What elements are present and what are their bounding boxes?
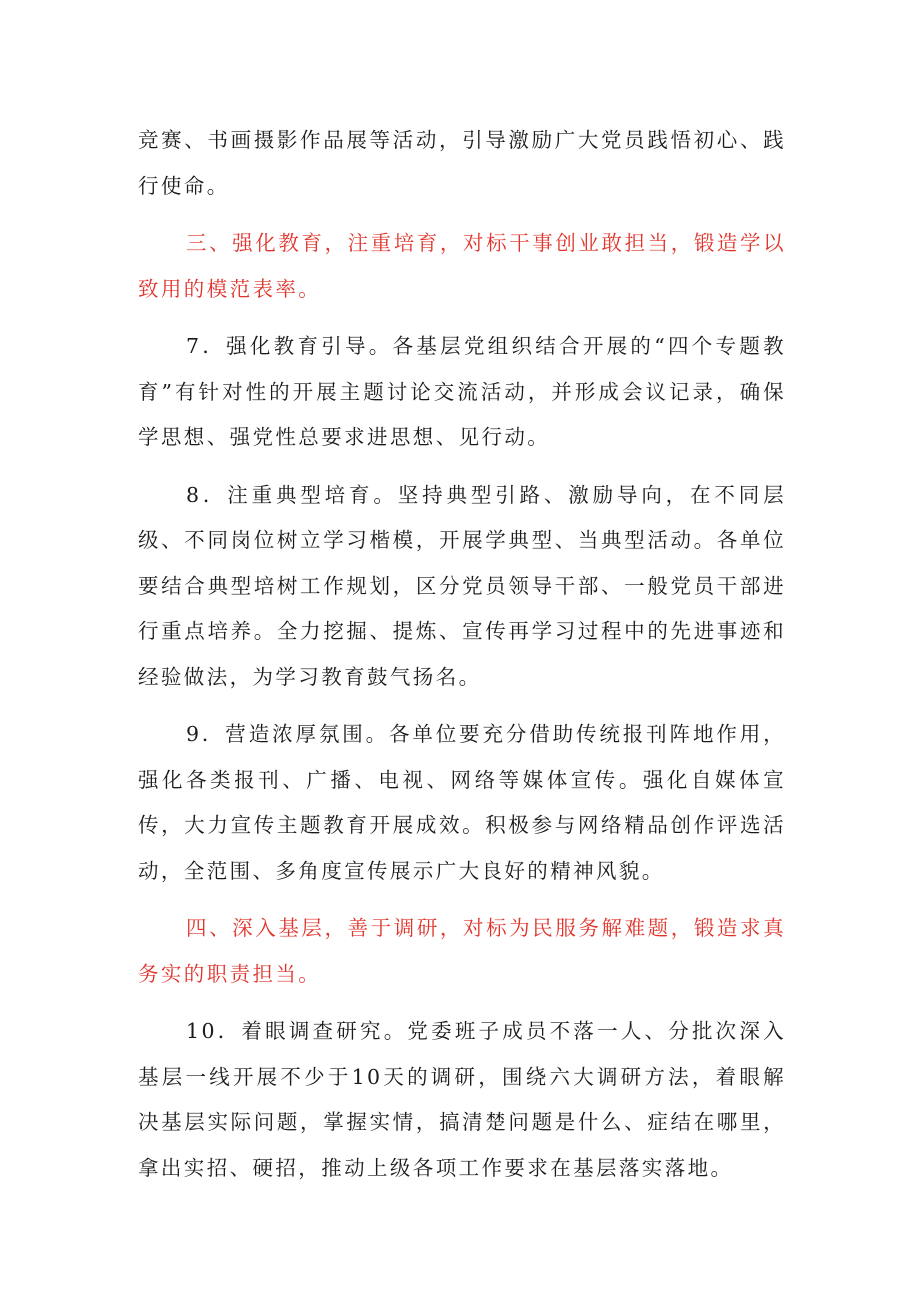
section-heading-four: 四、深入基层，善于调研，对标为民服务解难题，锻造求真务实的职责担当。 [138,916,786,986]
document-body [138,118,786,1191]
section-heading-three: 三、强化教育，注重培育，对标干事创业敢担当，锻造学以致用的模范表率。 [138,231,786,301]
paragraph-item-9: 9．营造浓厚氛围。各单位要充分借助传统报刊阵地作用，强化各类报刊、广播、电视、网络等媒体宣传。强化自媒体宣传，大力宣传主题教育开展成效。积极参与网络精品创作评选活动，全范围、多角度宣传展示广大良好的精神风貌。 [138,722,786,883]
paragraph-item-7: 7．强化教育引导。各基层党组织结合开展的“四个专题教育”有针对性的开展主题讨论交流活动，并形成会议记录，确保学思想、强党性总要求进思想、见行动。 [138,334,786,449]
paragraph-intro-continuation: 竞赛、书画摄影作品展等活动，引导激励广大党员践悟初心、践行使命。 [138,128,786,198]
paragraph-item-8: 8．注重典型培育。坚持典型引路、激励导向，在不同层级、不同岗位树立学习楷模，开展学典型、当典型活动。各单位要结合典型培树工作规划，区分党员领导干部、一般党员干部进行重点培养。全力挖掘、提炼、宣传再学习过程中的先进事迹和经验做法，为学习教育鼓气扬名。 [138,482,786,689]
paragraph-item-10: 10．着眼调查研究。党委班子成员不落一人、分批次深入基层一线开展不少于10天的调研，围绕六大调研方法，着眼解决基层实际问题，掌握实情，搞清楚问题是什么、症结在哪里，拿出实招、硬招，推动上级各项工作要求在基层落实落地。 [138,1019,786,1180]
